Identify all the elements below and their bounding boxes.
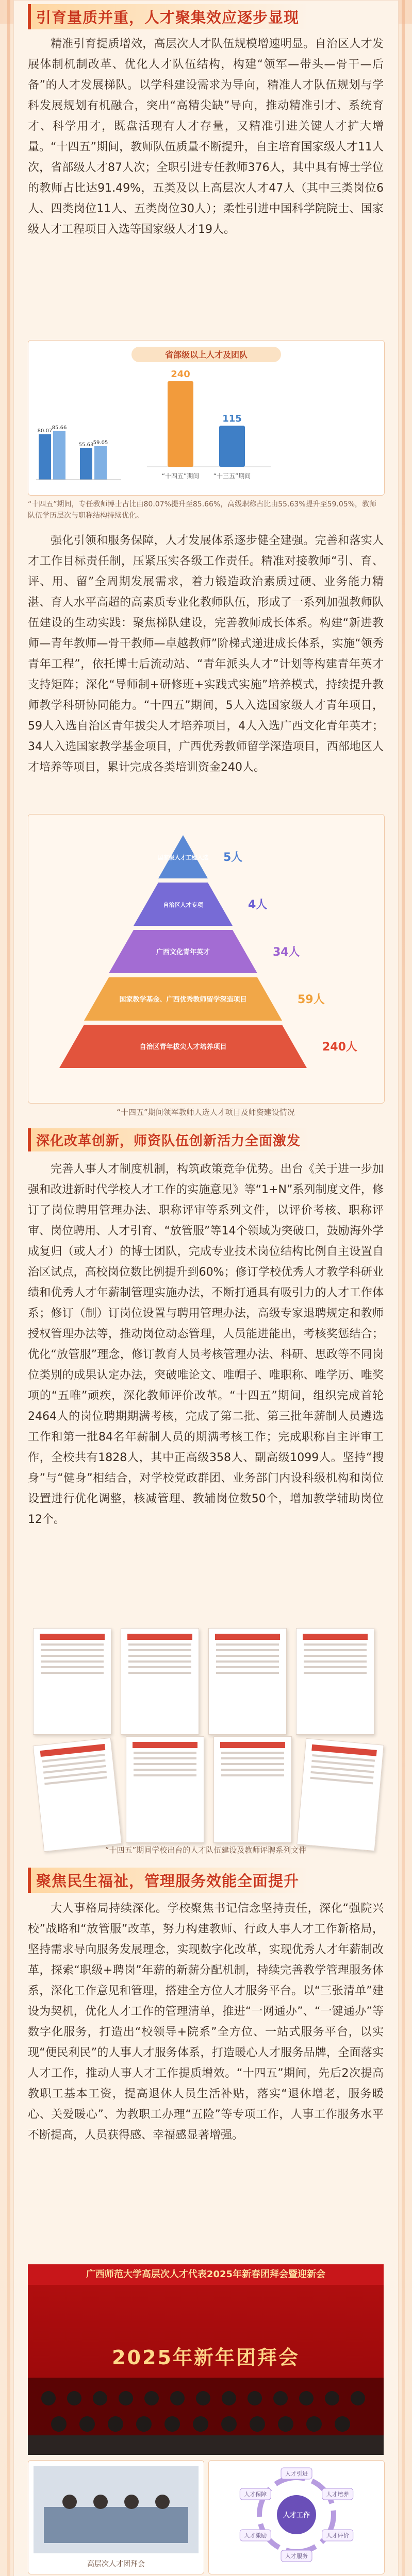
cycle-node-label-2: 人才培养 <box>326 2491 349 2498</box>
sub-bar-1-1 <box>94 446 107 480</box>
bar-value-2: 115 <box>222 413 242 425</box>
sub-bar-0-0 <box>39 434 51 480</box>
pyramid-caption: “十四五”期间领军教师人选人才项目及师资建设情况 <box>117 1108 295 1117</box>
section-title-2: 深化改革创新，师资队伍创新活力全面激发 <box>28 1128 310 1151</box>
policy-document-7 <box>213 1736 292 1843</box>
section1-paragraph-2: 强化引领和服务保障，人才发展体系逐步健全建强。完善和落实人才工作目标责任制，压紧压实各级工作责任。精准对接教师“引、育、评、用、留”全周期发展需求，着力锻造政治素质过硬、业务能力精湛、育人水平高超的高素质专业化教师队伍，形成了一系列加强教师队伍建设的生动实践：聚焦梯队建设，完善教师成长体系。构建“新进教师—青年教师—骨干教师—卓越教师”阶梯式递进成长体系，实施“领秀青年工程”，依托博士后流动站、“青年派头人才”计划等构建青年英才支持矩阵；深化“导师制+研修班+实践式实施”培养模式，持续提升教师教学科研协同能力。“十四五”期间，5人入选国家级人才青年项目，59人入选自治区青年拔尖人才培养项目，4人入选广西文化青年英才；34人入选国家教学基金项目，广西优秀教师留学深造项目，西部地区人才培养等项目，累计完成各类培训资金240人。 <box>28 534 384 774</box>
pyramid-layer-label-2: 自治区人才专项 <box>163 902 203 908</box>
policy-document-5 <box>33 1738 122 1852</box>
pyramid-layer-value-2: 4人 <box>248 899 268 911</box>
talent-chart-svg <box>28 341 384 495</box>
talent-pyramid <box>28 814 385 1104</box>
sub-bar-label-1-0: 55.63 <box>78 442 94 448</box>
talent-bar-chart <box>28 340 385 496</box>
documents-caption: “十四五”期间学校出台的人才队伍建设及教师评聘系列文件 <box>105 1845 307 1855</box>
cycle-diagram-svg <box>209 2461 384 2574</box>
event-banner: 广西师范大学高层次人才代表2025年新春团拜会暨迎新会 <box>28 2264 384 2285</box>
policy-document-1 <box>33 1628 111 1735</box>
talent-cycle-diagram <box>208 2460 385 2574</box>
event-headline: 2025年新年团拜会 <box>112 2346 300 2369</box>
cycle-center-label: 人才工作 <box>283 2512 310 2519</box>
pyramid-layer-value-1: 5人 <box>223 851 243 864</box>
bar-1 <box>168 381 193 467</box>
policy-document-2 <box>121 1628 199 1735</box>
sub-bar-label-1-1: 59.05 <box>93 440 108 446</box>
pyramid-layer-label-1: 国家级人才工程入选 <box>157 854 209 861</box>
cycle-node-label-3: 人才评价 <box>326 2532 349 2539</box>
policy-document-3 <box>208 1628 287 1735</box>
bar-category-1: “十四五”期间 <box>161 472 200 480</box>
right-border-decoration <box>402 0 405 2576</box>
main-bars-group <box>162 369 251 480</box>
section-title-3: 聚焦民生福祉，管理服务效能全面提升 <box>28 1868 308 1893</box>
policy-document-8 <box>296 1738 384 1851</box>
policy-document-6 <box>126 1736 204 1843</box>
pyramid-layer-value-4: 59人 <box>298 993 325 1006</box>
cycle-node-label-5: 人才激励 <box>244 2532 267 2539</box>
left-border-decoration <box>7 0 10 2576</box>
sub-bar-0-1 <box>53 431 65 480</box>
bar-2 <box>219 426 245 467</box>
pyramid-layer-value-3: 34人 <box>273 946 300 959</box>
section1-paragraph-1: 精准引育提质增效，高层次人才队伍规模增速明显。自治区人才发展体制机制改革、优化人才队伍结构，构建“领军—带头—骨干—后备”的人才发展梯队。以学科建设需求为导向，精准人才队伍规划与学科发展规划有机融合，突出“高精尖缺”导向，推动精准引才、系统育才、科学用才，既盘活现有人才存量，又精准引进关键人才扩大增量。“十四五”期间，教师队伍质量不断提升，自主培育国家级人才11人次，省部级人才87人次；全职引进专任教师376人，其中具有博士学位的教师占比达91.49%，五类及以上高层次人才47人（其中三类岗位6人、四类岗位11人、五类岗位30人）；柔性引进中国科学院院士、国家级人才工程项目入选等国家级人才19人。 <box>28 38 384 236</box>
document-gallery <box>28 1623 384 1839</box>
cycle-node-label-4: 人才服务 <box>285 2553 308 2560</box>
pyramid-svg <box>28 815 384 1103</box>
pyramid-layer-label-4: 国家教学基金、广西优秀教师留学深造项目 <box>119 996 247 1004</box>
section2-paragraph-1: 完善人事人才制度机制，构筑政策竞争优势。出台《关于进一步加强和改进新时代学校人才工作的实施意见》等“1+N”系列制度文件，修订了岗位聘用管理办法、职称评审等系列文件，以评价考核、职称评审、岗位聘用、人才引育、“放管服”等14个领域为突破口，鼓励海外学成复归（或人才）的博士团队，完成专业技术岗位结构比例自主设置自治区试点，高校岗位数比例提升到60%；修订学校优秀人才教学科研业绩和优秀人才年薪制管理实施办法，不断打通具有吸引力的人才工作体系；修订（制）订岗位设置与聘用管理办法，高级专家退聘规定和教师授权管理办法等，推动岗位动态管理，人员能进能出，考核奖惩结合；优化“放管服”理念，修订教育人员考核管理办法、科研、思政等不同岗位类别的成果认定办法，突破唯论文、唯帽子、唯职称、唯学历、唯奖项的“五唯”顽疾，深化教师评价改革。“十四五”期间，组织完成首轮2464人的岗位聘期期满考核，完成了第二批、第三批年薪制人员遴选工作和第一批84名年薪制人员的期满考核工作；完成职称自主评审工作，全校共有1828人，其中正高级358人、副高级1099人。坚持“搜身”与“健身”相结合，对学校党政群团、业务部门内设科级机构和岗位设置进行优化调整，核减管理、教辅岗位数50个，增加教学辅助岗位12个。 <box>28 1163 384 1526</box>
reception-caption: 高层次人才团拜会 <box>87 2560 145 2568</box>
sub-bar-label-0-0: 80.07 <box>37 428 53 434</box>
cycle-node-label-6: 人才保障 <box>244 2491 267 2498</box>
event-photo <box>28 2264 384 2455</box>
sub-bars-group <box>36 425 121 480</box>
reception-photo <box>28 2460 204 2574</box>
bar-category-2: “十三五”期间 <box>213 472 251 480</box>
section3-paragraph-1: 大人事格局持续深化。学校聚焦书记信念坚持责任，深化“强院兴校”战略和“放管服”改革，努力构建教师、行政人事人才工作新格局，坚持需求导向服务发展理念，实现数字化改革，实现优秀人才年薪制改革，探索“职级+聘岗”年薪的新薪分配机制，持续完善教学管理服务体系，深化工作意见和管理，搭建全方位人才服务平台。以“三张清单”建设为契机，优化人才工作的管理清单，推进“一网通办”、“一键通办”等数字化服务，打造出“校领导+院系”全方位、一站式服务平台，以实现“便民利民”的人事人才服务体系，打造暖心人才服务品牌，全面落实人才工作，推动人事人才工作提质增效。“十四五”期间，先后2次提高教职工基本工资，提高退休人员生活补贴，落实“退休增老，服务暖心、关爱暖心”、为教职工办理“五险”等专项工作，人事工作服务水平不断提高，人员获得感、幸福感显著增强。 <box>28 1902 384 2142</box>
sub-bar-1-0 <box>80 448 92 480</box>
section-title-1: 引育量质并重，人才聚集效应逐步显现 <box>28 4 308 29</box>
sub-bar-label-0-1: 85.66 <box>52 425 67 431</box>
chart-note: “十四五”期间，专任教师博士占比由80.07%提升至85.66%，高级职称占比由55.63%提升至59.05%，教师队伍学历层次与职称结构持续优化。 <box>28 500 377 520</box>
bar-value-1: 240 <box>171 368 190 380</box>
pyramid-layer-label-5: 自治区青年拔尖人才培养项目 <box>139 1043 227 1051</box>
pyramid-layers <box>59 835 357 1068</box>
cycle-node-label-1: 人才引进 <box>285 2470 308 2477</box>
group-photo-people <box>28 2378 384 2455</box>
pyramid-layer-value-5: 240人 <box>322 1041 357 1054</box>
pyramid-layer-label-3: 广西文化青年英才 <box>156 948 210 956</box>
chart-title: 省部级以上人才及团队 <box>164 350 248 360</box>
policy-document-4 <box>296 1628 374 1735</box>
reception-photo-svg <box>28 2461 204 2574</box>
